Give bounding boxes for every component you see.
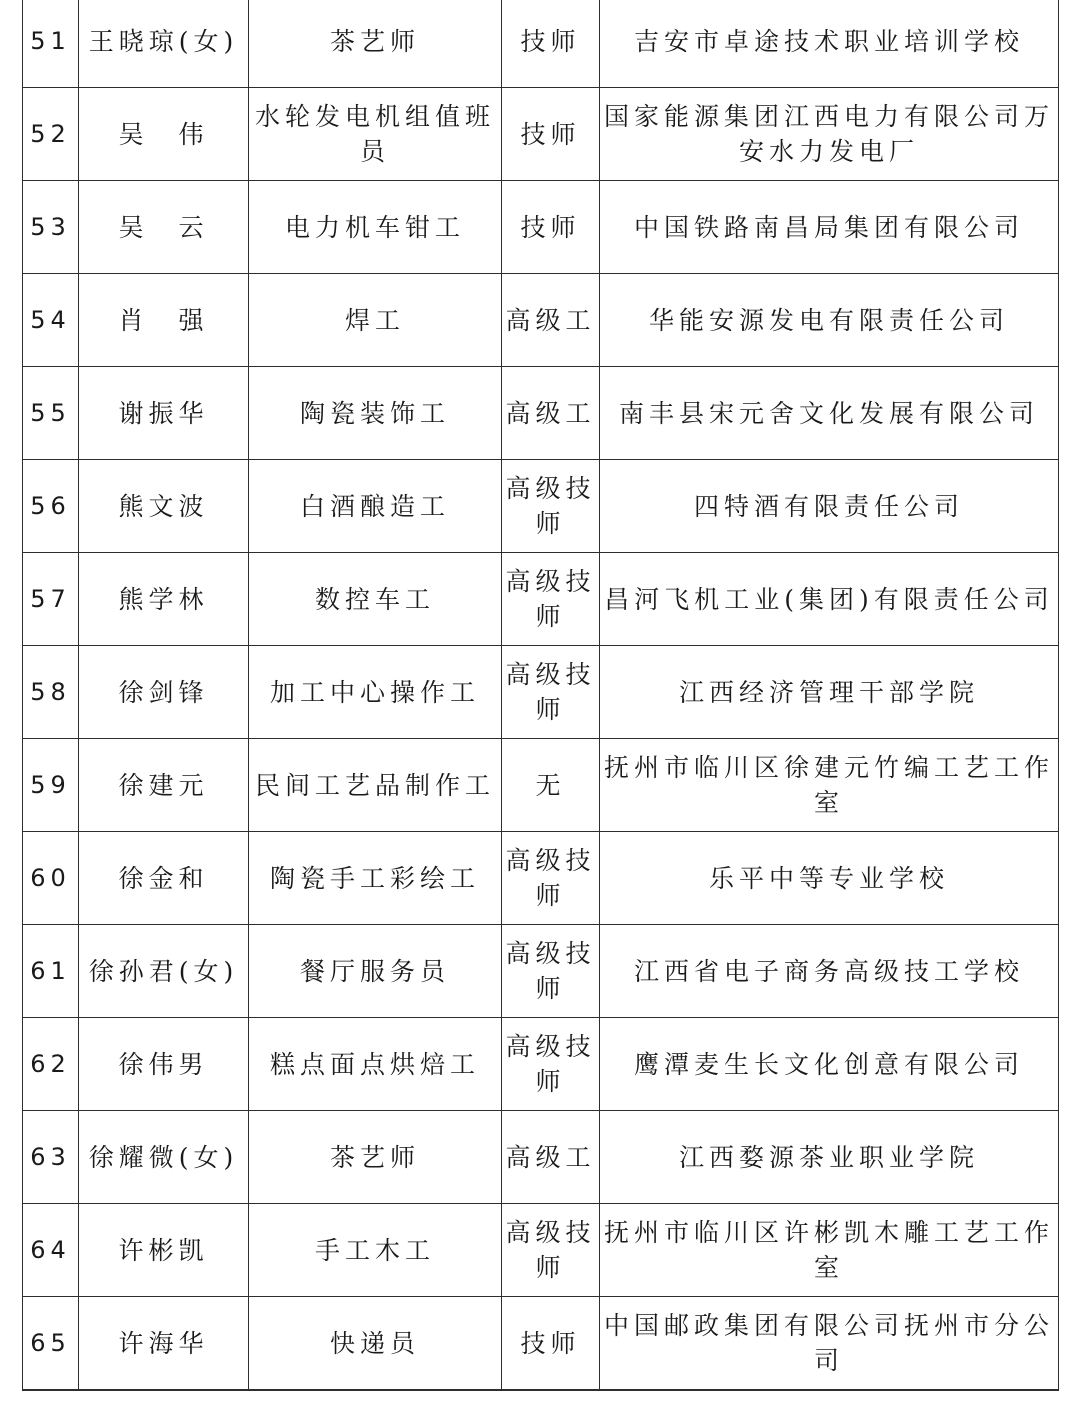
row-number-cell: 60 (23, 832, 79, 925)
skill-level-cell: 高级技师 (502, 1204, 600, 1297)
table-row (23, 0, 1059, 88)
name-cell: 谢振华 (79, 367, 249, 460)
name-cell: 王晓琼(女) (79, 0, 249, 88)
table-row (23, 460, 1059, 553)
occupation-cell: 数控车工 (249, 553, 502, 646)
table-row (23, 925, 1059, 1018)
table-row (23, 367, 1059, 460)
skill-level-cell: 技师 (502, 0, 600, 88)
row-number-cell: 56 (23, 460, 79, 553)
occupation-cell: 茶艺师 (249, 1111, 502, 1204)
row-number-cell: 53 (23, 181, 79, 274)
row-number-cell: 51 (23, 0, 79, 88)
work-unit-cell: 抚州市临川区许彬凯木雕工艺工作室 (600, 1204, 1059, 1297)
skill-level-cell: 高级工 (502, 274, 600, 367)
skill-level-cell: 高级技师 (502, 925, 600, 1018)
work-unit-cell: 吉安市卓途技术职业培训学校 (600, 0, 1059, 88)
table-row (23, 1297, 1059, 1391)
occupation-cell: 水轮发电机组值班员 (249, 88, 502, 181)
work-unit-cell: 抚州市临川区徐建元竹编工艺工作室 (600, 739, 1059, 832)
work-unit-cell: 南丰县宋元舍文化发展有限公司 (600, 367, 1059, 460)
occupation-cell: 餐厅服务员 (249, 925, 502, 1018)
work-unit-cell: 乐平中等专业学校 (600, 832, 1059, 925)
row-number-cell: 63 (23, 1111, 79, 1204)
table-row (23, 739, 1059, 832)
name-cell: 吴 云 (79, 181, 249, 274)
skill-level-cell: 高级技师 (502, 1018, 600, 1111)
work-unit-cell: 中国铁路南昌局集团有限公司 (600, 181, 1059, 274)
work-unit-cell: 江西省电子商务高级技工学校 (600, 925, 1059, 1018)
occupation-cell: 电力机车钳工 (249, 181, 502, 274)
occupation-cell: 焊工 (249, 274, 502, 367)
work-unit-cell: 江西婺源茶业职业学院 (600, 1111, 1059, 1204)
skill-level-cell: 技师 (502, 1297, 600, 1391)
name-cell: 徐金和 (79, 832, 249, 925)
work-unit-cell: 中国邮政集团有限公司抚州市分公司 (600, 1297, 1059, 1391)
skill-level-cell: 高级工 (502, 367, 600, 460)
row-number-cell: 64 (23, 1204, 79, 1297)
table-row (23, 1018, 1059, 1111)
skill-level-cell: 无 (502, 739, 600, 832)
name-cell: 徐剑锋 (79, 646, 249, 739)
table-row (23, 832, 1059, 925)
occupation-cell: 加工中心操作工 (249, 646, 502, 739)
row-number-cell: 62 (23, 1018, 79, 1111)
skill-level-cell: 技师 (502, 181, 600, 274)
name-cell: 肖 强 (79, 274, 249, 367)
skill-level-cell: 高级技师 (502, 646, 600, 739)
row-number-cell: 55 (23, 367, 79, 460)
skill-level-cell: 高级技师 (502, 832, 600, 925)
name-cell: 许海华 (79, 1297, 249, 1391)
name-cell: 徐伟男 (79, 1018, 249, 1111)
roster-body (23, 0, 1059, 1390)
occupation-cell: 白酒酿造工 (249, 460, 502, 553)
row-number-cell: 65 (23, 1297, 79, 1391)
table-row (23, 1204, 1059, 1297)
row-number-cell: 59 (23, 739, 79, 832)
work-unit-cell: 鹰潭麦生长文化创意有限公司 (600, 1018, 1059, 1111)
row-number-cell: 54 (23, 274, 79, 367)
skill-level-cell: 高级技师 (502, 553, 600, 646)
name-cell: 许彬凯 (79, 1204, 249, 1297)
occupation-cell: 民间工艺品制作工 (249, 739, 502, 832)
work-unit-cell: 华能安源发电有限责任公司 (600, 274, 1059, 367)
table-row (23, 274, 1059, 367)
row-number-cell: 52 (23, 88, 79, 181)
table-row (23, 88, 1059, 181)
skill-level-cell: 高级技师 (502, 460, 600, 553)
work-unit-cell: 四特酒有限责任公司 (600, 460, 1059, 553)
row-number-cell: 58 (23, 646, 79, 739)
skill-level-cell: 高级工 (502, 1111, 600, 1204)
work-unit-cell: 国家能源集团江西电力有限公司万安水力发电厂 (600, 88, 1059, 181)
work-unit-cell: 江西经济管理干部学院 (600, 646, 1059, 739)
name-cell: 熊文波 (79, 460, 249, 553)
occupation-cell: 糕点面点烘焙工 (249, 1018, 502, 1111)
table-row (23, 1111, 1059, 1204)
occupation-cell: 快递员 (249, 1297, 502, 1391)
occupation-cell: 茶艺师 (249, 0, 502, 88)
table-row (23, 181, 1059, 274)
roster-table (22, 0, 1059, 1391)
name-cell: 徐孙君(女) (79, 925, 249, 1018)
occupation-cell: 陶瓷手工彩绘工 (249, 832, 502, 925)
skill-level-cell: 技师 (502, 88, 600, 181)
table-row (23, 646, 1059, 739)
name-cell: 熊学林 (79, 553, 249, 646)
row-number-cell: 57 (23, 553, 79, 646)
name-cell: 徐耀微(女) (79, 1111, 249, 1204)
table-row (23, 553, 1059, 646)
name-cell: 徐建元 (79, 739, 249, 832)
work-unit-cell: 昌河飞机工业(集团)有限责任公司 (600, 553, 1059, 646)
occupation-cell: 手工木工 (249, 1204, 502, 1297)
name-cell: 吴 伟 (79, 88, 249, 181)
occupation-cell: 陶瓷装饰工 (249, 367, 502, 460)
row-number-cell: 61 (23, 925, 79, 1018)
